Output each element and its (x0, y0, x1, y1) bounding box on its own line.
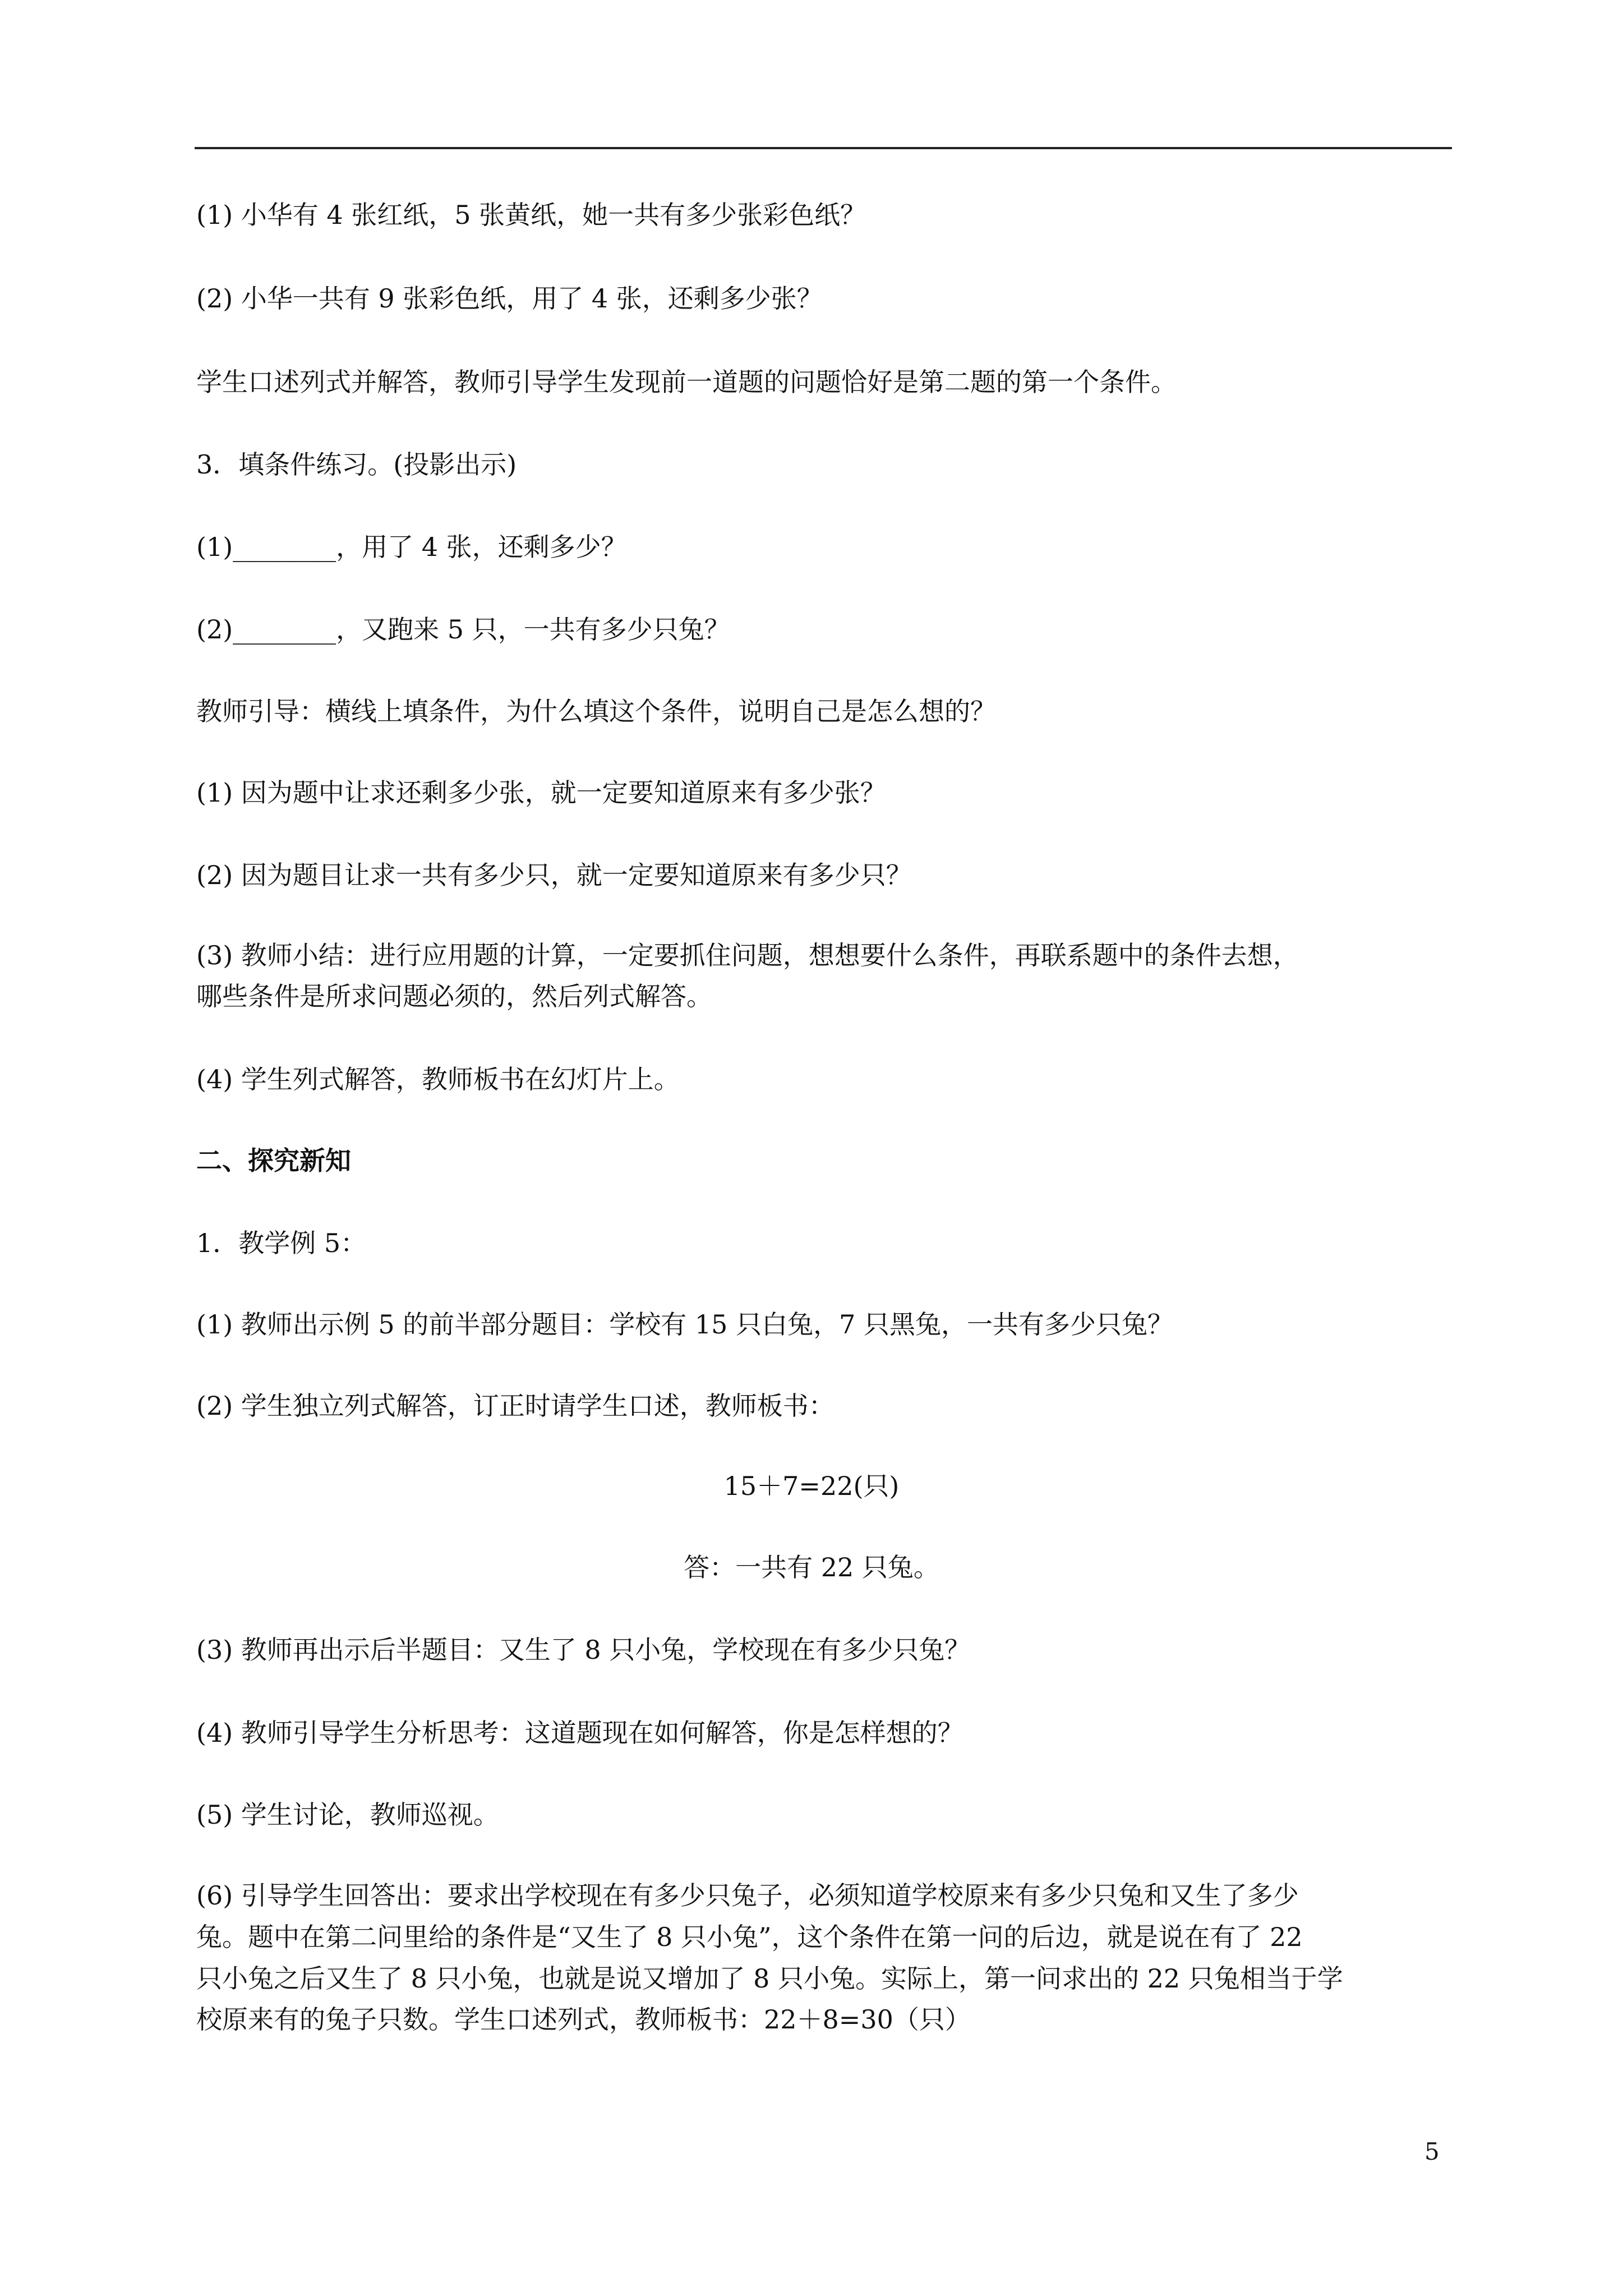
paragraph-line-1: (1) 小华有 4 张红纸，5 张黄纸，她一共有多少张彩色纸？ (196, 200, 866, 230)
paragraph-line-4: 3．填条件练习。(投影出示) (196, 449, 517, 480)
paragraph-line-25: 校原来有的兔子只数。学生口述列式，教师板书：22＋8=30（只） (196, 2004, 971, 2035)
paragraph-line-6: (2)________，又跑来 5 只，一共有多少只兔？ (196, 614, 730, 645)
paragraph-line-10: (3) 教师小结：进行应用题的计算，一定要抓住问题，想想要什么条件，再联系题中的条件去想， (196, 940, 1299, 970)
page-number: 5 (1424, 2138, 1440, 2165)
paragraph-line-21: (5) 学生讨论，教师巡视。 (196, 1800, 499, 1830)
paragraph-line-23: 兔。题中在第二问里给的条件是“又生了 8 只小兔”，这个条件在第一问的后边，就是说在有了 22 (196, 1922, 1303, 1952)
paragraph-line-7: 教师引导：横线上填条件，为什么填这个条件，说明自己是怎么想的？ (196, 696, 996, 726)
paragraph-line-16: (2) 学生独立列式解答，订正时请学生口述，教师板书： (196, 1391, 834, 1421)
paragraph-line-19: (3) 教师再出示后半题目：又生了 8 只小兔，学校现在有多少只兔？ (196, 1635, 971, 1665)
section-heading: 二、探究新知 (196, 1145, 351, 1176)
paragraph-line-3: 学生口述列式并解答，教师引导学生发现前一道题的问题恰好是第二题的第一个条件。 (196, 367, 1177, 397)
paragraph-line-20: (4) 教师引导学生分析思考：这道题现在如何解答，你是怎样想的？ (196, 1718, 963, 1748)
paragraph-line-24: 只小兔之后又生了 8 只小兔，也就是说又增加了 8 只小兔。实际上，第一问求出的 22 只兔相当于学 (196, 1963, 1343, 1994)
paragraph-line-2: (2) 小华一共有 9 张彩色纸，用了 4 张，还剩多少张？ (196, 283, 823, 314)
answer-line: 答：一共有 22 只兔。 (684, 1552, 939, 1582)
paragraph-line-15: (1) 教师出示例 5 的前半部分题目：学校有 15 只白兔，7 只黑兔，一共有多少只兔？ (196, 1309, 1173, 1340)
paragraph-line-12: (4) 学生列式解答，教师板书在幻灯片上。 (196, 1064, 680, 1094)
paragraph-line-11: 哪些条件是所求问题必须的，然后列式解答。 (196, 981, 712, 1011)
paragraph-line-14: 1．教学例 5： (196, 1228, 367, 1258)
paragraph-line-5: (1)________，用了 4 张，还剩多少？ (196, 532, 627, 562)
paragraph-line-9: (2) 因为题目让求一共有多少只，就一定要知道原来有多少只？ (196, 860, 912, 890)
header-rule (195, 147, 1452, 149)
equation-line: 15＋7=22(只) (723, 1471, 900, 1501)
paragraph-line-22: (6) 引导学生回答出：要求出学校现在有多少只兔子，必须知道学校原来有多少只兔和又生了多少 (196, 1880, 1299, 1911)
paragraph-line-8: (1) 因为题中让求还剩多少张，就一定要知道原来有多少张？ (196, 777, 886, 808)
